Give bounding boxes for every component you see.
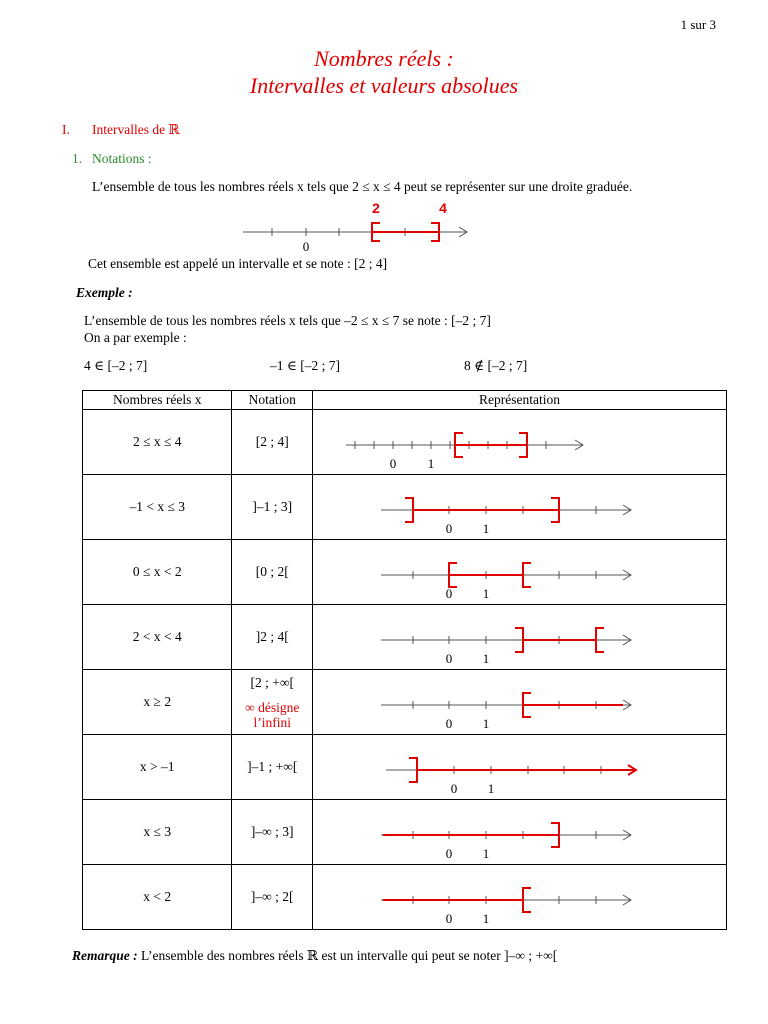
table-row bbox=[83, 735, 727, 800]
page-number: 1 sur 3 bbox=[680, 17, 716, 32]
section-number: I. bbox=[62, 122, 70, 137]
row-notation-with-note bbox=[232, 670, 313, 735]
table-row bbox=[83, 410, 727, 475]
example-member-3: 8 ∉ [–2 ; 7] bbox=[464, 358, 528, 373]
row-condition: 2 < x < 4 bbox=[83, 605, 232, 670]
header-reals: Nombres réels x bbox=[83, 391, 232, 410]
row-notation: ]2 ; 4[ bbox=[232, 605, 313, 670]
intro-label-2: 2 bbox=[372, 200, 380, 216]
row-notation: [0 ; 2[ bbox=[232, 540, 313, 605]
remark-text: L’ensemble des nombres réels ℝ est un intervalle qui peut se noter ]–∞ ; +∞[ bbox=[141, 948, 558, 963]
example-member-1: 4 ∈ [–2 ; 7] bbox=[84, 358, 148, 373]
row-notation: ]–1 ; 3] bbox=[232, 475, 313, 540]
label-one: 1 bbox=[482, 586, 490, 601]
subsection-title: Notations : bbox=[92, 151, 152, 166]
label-zero: 0 bbox=[389, 456, 397, 471]
row-condition: 0 ≤ x < 2 bbox=[83, 540, 232, 605]
row-condition: 2 ≤ x ≤ 4 bbox=[83, 410, 232, 475]
intro-text: L’ensemble de tous les nombres réels x tels que 2 ≤ x ≤ 4 peut se représenter sur une droite graduée. bbox=[92, 179, 633, 194]
row-notation: [2 ; +∞[ bbox=[250, 674, 294, 690]
row-representation bbox=[312, 410, 726, 475]
section-title: Intervalles de ℝ bbox=[92, 122, 180, 137]
number-line bbox=[313, 540, 726, 604]
number-line bbox=[313, 865, 726, 929]
row-condition: x ≤ 3 bbox=[83, 800, 232, 865]
row-notation: [2 ; 4] bbox=[232, 410, 313, 475]
example-heading: Exemple : bbox=[76, 285, 133, 300]
row-representation bbox=[312, 735, 726, 800]
header-notation: Notation bbox=[232, 391, 313, 410]
number-line bbox=[313, 410, 726, 474]
table-row bbox=[83, 475, 727, 540]
row-notation: ]–∞ ; 2[ bbox=[232, 865, 313, 930]
label-one: 1 bbox=[482, 651, 490, 666]
spacer bbox=[232, 690, 312, 700]
row-condition: –1 < x ≤ 3 bbox=[83, 475, 232, 540]
label-one: 1 bbox=[482, 911, 490, 926]
row-condition: x < 2 bbox=[83, 865, 232, 930]
example-line1: L’ensemble de tous les nombres réels x tels que –2 ≤ x ≤ 7 se note : [–2 ; 7] bbox=[84, 313, 491, 328]
row-representation bbox=[312, 800, 726, 865]
label-one: 1 bbox=[482, 716, 490, 731]
label-zero: 0 bbox=[445, 911, 453, 926]
label-zero: 0 bbox=[445, 586, 453, 601]
table-row bbox=[83, 865, 727, 930]
page-title-line1: Nombres réels : bbox=[314, 46, 454, 71]
example-member-2: –1 ∈ [–2 ; 7] bbox=[270, 358, 340, 373]
infinity-note-line1: ∞ désigne bbox=[245, 699, 300, 715]
label-zero: 0 bbox=[445, 846, 453, 861]
table-row bbox=[83, 540, 727, 605]
number-line bbox=[313, 605, 726, 669]
infinity-note-line2: l’infini bbox=[253, 714, 291, 730]
table-header-row bbox=[83, 391, 727, 410]
label-zero: 0 bbox=[445, 651, 453, 666]
row-representation bbox=[312, 540, 726, 605]
header-representation: Représentation bbox=[312, 391, 726, 410]
label-zero: 0 bbox=[450, 781, 458, 796]
intro-note: Cet ensemble est appelé un intervalle et se note : [2 ; 4] bbox=[88, 256, 388, 271]
intro-label-0: 0 bbox=[302, 239, 310, 254]
label-one: 1 bbox=[482, 521, 490, 536]
intro-number-line bbox=[235, 198, 485, 256]
row-representation bbox=[312, 670, 726, 735]
row-representation bbox=[312, 605, 726, 670]
label-zero: 0 bbox=[445, 716, 453, 731]
label-one: 1 bbox=[482, 846, 490, 861]
label-one: 1 bbox=[427, 456, 435, 471]
number-line bbox=[313, 475, 726, 539]
table-row bbox=[83, 670, 727, 735]
subsection-number: 1. bbox=[72, 151, 83, 166]
intervals-table bbox=[82, 390, 727, 930]
example-line2: On a par exemple : bbox=[84, 330, 187, 345]
table-row bbox=[83, 605, 727, 670]
label-one: 1 bbox=[487, 781, 495, 796]
row-representation bbox=[312, 475, 726, 540]
remark-label: Remarque : bbox=[72, 948, 138, 963]
label-zero: 0 bbox=[445, 521, 453, 536]
row-condition: x > –1 bbox=[83, 735, 232, 800]
row-notation: ]–∞ ; 3] bbox=[232, 800, 313, 865]
remark bbox=[72, 948, 752, 964]
number-line bbox=[313, 800, 726, 864]
number-line bbox=[313, 670, 726, 734]
table-row bbox=[83, 800, 727, 865]
number-line bbox=[313, 735, 726, 799]
row-notation: ]–1 ; +∞[ bbox=[232, 735, 313, 800]
page-title-line2: Intervalles et valeurs absolues bbox=[249, 73, 519, 98]
intro-label-4: 4 bbox=[439, 200, 447, 216]
row-condition: x ≥ 2 bbox=[83, 670, 232, 735]
row-representation bbox=[312, 865, 726, 930]
